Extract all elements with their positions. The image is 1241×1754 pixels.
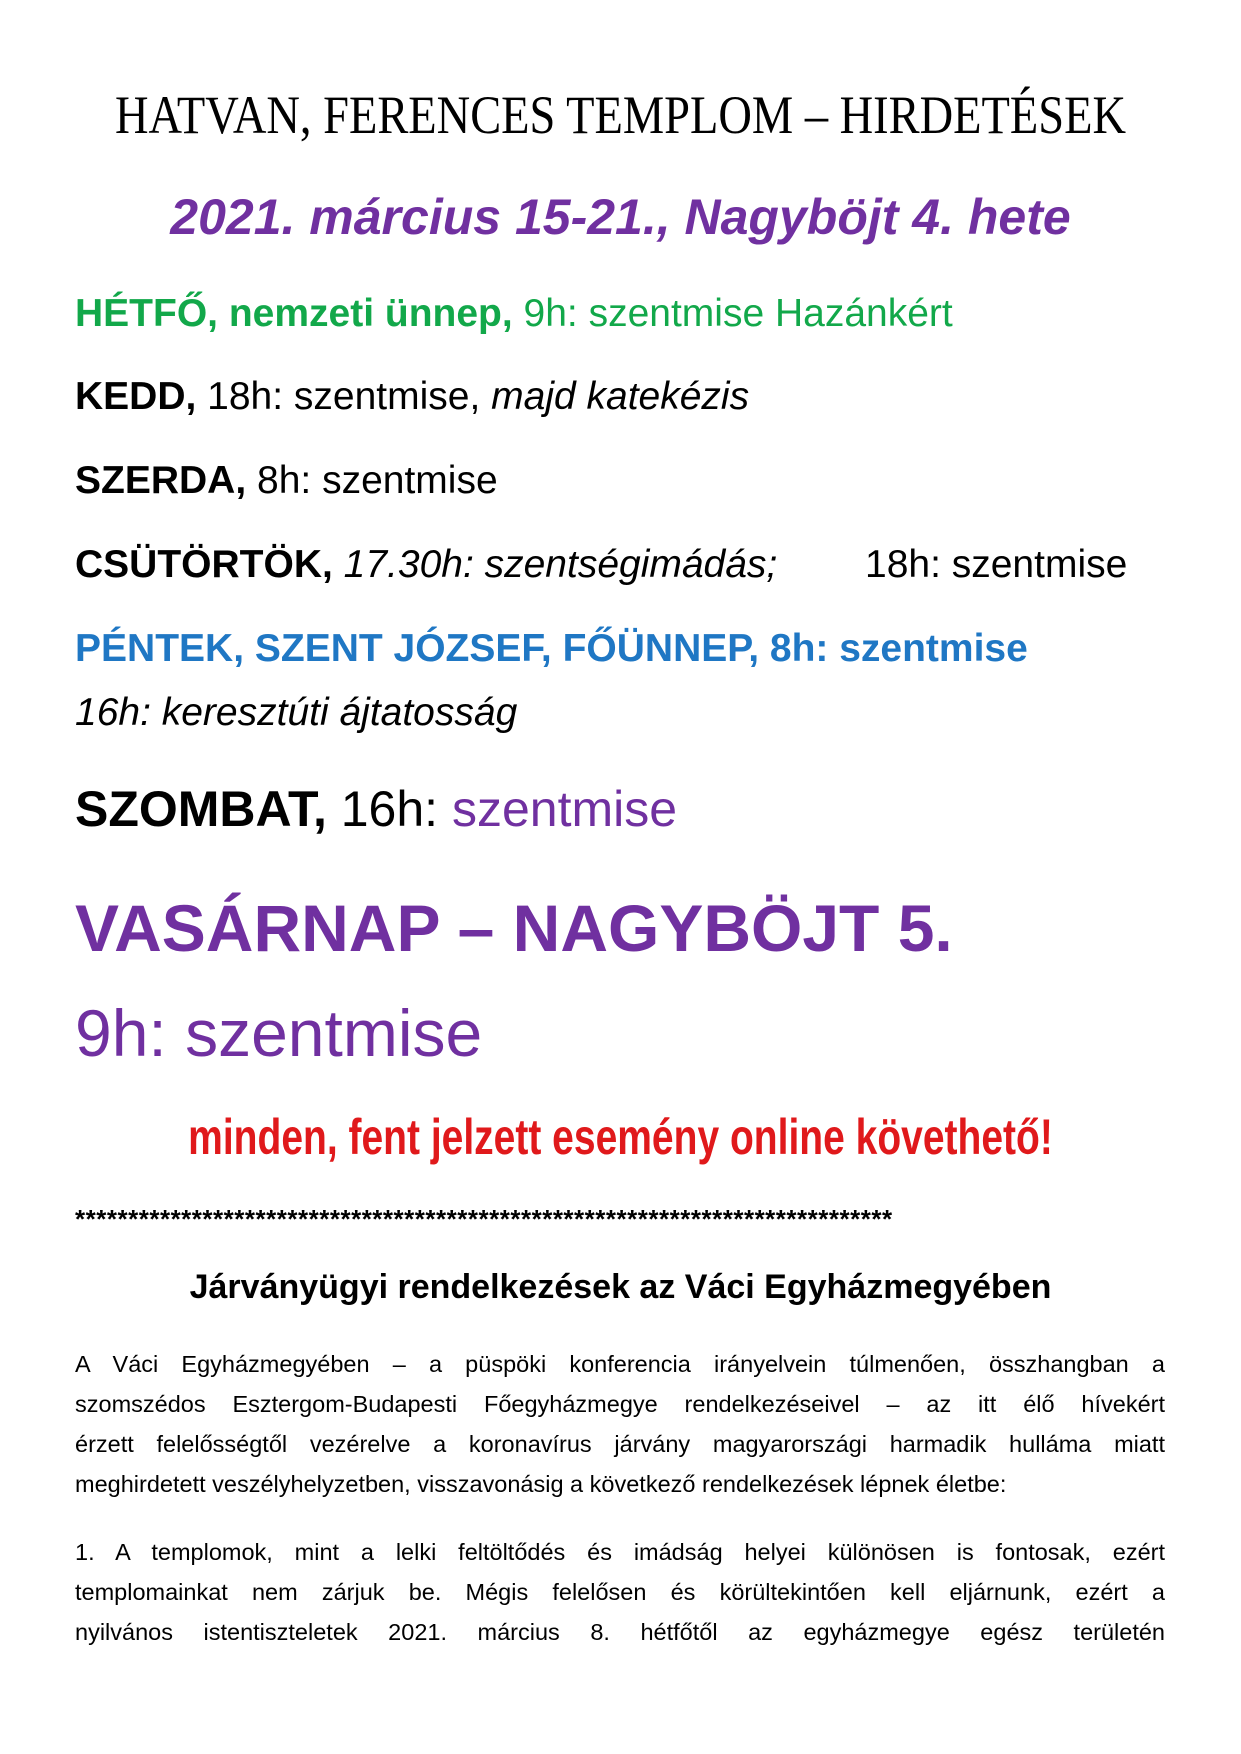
paragraph-point-line: 1. A templomok, mint a lelki feltöltődés és imádság helyei különösen is fontosak, ezért (75, 1539, 1165, 1565)
thursday-text-italic: 17.30h: szentségimádás; (332, 543, 778, 586)
schedule-friday (75, 627, 1028, 671)
tuesday-text-italic: majd katekézis (491, 375, 750, 418)
paragraph-intro-line: A Váci Egyházmegyében – a püspöki konferencia irányelvein túlmenően, összhangban a (75, 1351, 1165, 1377)
section-title: Járványügyi rendelkezések az Váci Egyházmegyében (189, 1268, 1052, 1306)
paragraph-intro-line: érzett felelősségtől vezérelve a koronavírus járvány magyarországi harmadik hulláma miatt (75, 1431, 1165, 1457)
tuesday-day: KEDD, (75, 375, 197, 418)
paragraph-point-line: templomainkat nem zárjuk be. Mégis felelősen és körültekintően kell eljárnunk, ezért a (75, 1579, 1165, 1605)
paragraph-point-1 (75, 1532, 1165, 1652)
saturday-time: 16h: (326, 781, 452, 837)
thursday-text: 18h: szentmise (865, 543, 1128, 586)
wednesday-text: 8h: szentmise (246, 459, 498, 502)
schedule-tuesday (75, 375, 749, 419)
tuesday-text: 18h: szentmise, (196, 375, 492, 418)
schedule-thursday-mass (865, 543, 1127, 587)
monday-text: 9h: szentmise Hazánkért (512, 292, 953, 335)
schedule-friday-second (75, 691, 517, 735)
paragraph-intro (75, 1344, 1165, 1504)
week-subtitle: 2021. március 15-21., Nagyböjt 4. hete (170, 189, 1071, 245)
schedule-wednesday (75, 459, 498, 503)
friday-second-line: 16h: keresztúti ájtatosság (75, 691, 518, 734)
schedule-saturday (75, 780, 677, 838)
paragraph-point-line: nyilvános istentiszteletek 2021. március 8. hétfőtől az egyházmegye egész területén (75, 1619, 1165, 1645)
thursday-day: CSÜTÖRTÖK, (75, 543, 333, 586)
monday-day: HÉTFŐ, nemzeti ünnep, (75, 292, 513, 335)
sunday-heading: VASÁRNAP – NAGYBÖJT 5. (75, 891, 953, 965)
schedule-thursday (75, 543, 777, 587)
paragraph-intro-line: meghirdetett veszélyhelyzetben, visszavonásig a következő rendelkezések lépnek életbe: (75, 1471, 1007, 1497)
friday-day: PÉNTEK, SZENT JÓZSEF, FŐÜNNEP, 8h: szentmise (75, 627, 1028, 670)
page-title: HATVAN, FERENCES TEMPLOM – HIRDETÉSEK (114, 85, 1127, 145)
separator-line: ***************************************************************************** (75, 1204, 893, 1234)
online-note: minden, fent jelzett esemény online követhető! (188, 1109, 1053, 1165)
saturday-text: szentmise (451, 781, 678, 837)
schedule-monday (75, 292, 953, 336)
saturday-day: SZOMBAT, (75, 781, 327, 837)
paragraph-intro-line: szomszédos Esztergom-Budapesti Főegyházmegye rendelkezéseivel – az itt élő hívekért (75, 1391, 1165, 1417)
sunday-mass: 9h: szentmise (75, 996, 483, 1070)
wednesday-day: SZERDA, (75, 459, 247, 502)
